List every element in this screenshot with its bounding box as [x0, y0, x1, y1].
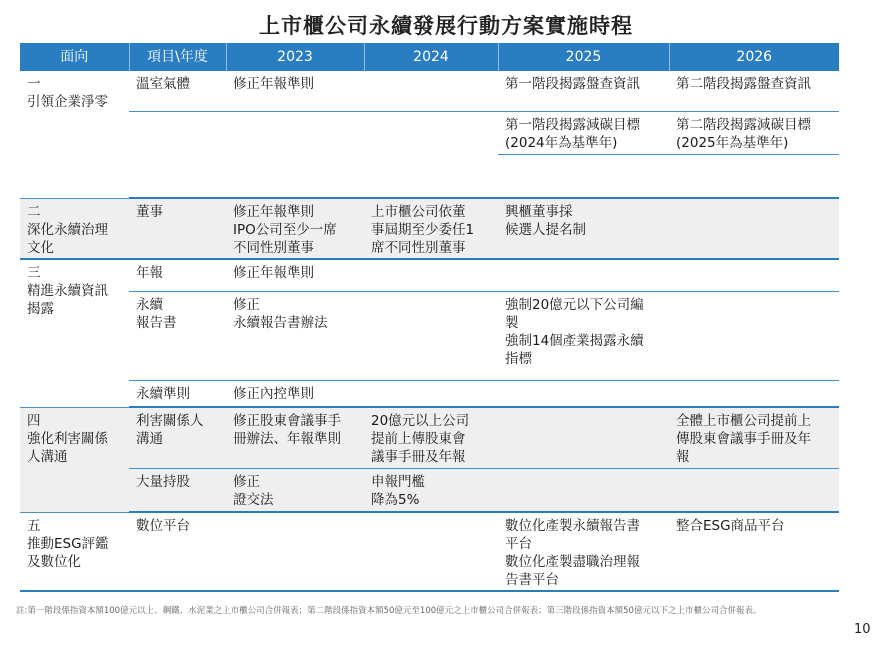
cell-text: 興櫃董事採 候選人提名制 — [505, 204, 586, 238]
cell-2023 — [226, 407, 364, 468]
cell-2025 — [498, 512, 669, 591]
footnote: 註:第一階段係指資本額100億元以上、鋼鐵、水泥業之上市櫃公司合併報表；第二階段係指資本額50億元至100億元之上市櫃公司合併報表；第三階段係指資本額50億元以下之上市櫃公司合併報表。 — [16, 606, 762, 616]
cell-2023 — [226, 512, 364, 591]
cell-2026 — [669, 198, 839, 259]
cell-2024 — [364, 468, 498, 512]
item-cell — [129, 154, 226, 198]
cell-text: 修正年報準則 IPO公司至少一席 不同性別董事 — [233, 204, 337, 256]
header-2023: 2023 — [226, 43, 364, 71]
group-stakeholder — [20, 407, 839, 512]
item-cell — [129, 111, 226, 154]
table-row — [20, 71, 839, 111]
cell-text: 全體上市櫃公司提前上 傳股東會議事手冊及年 報 — [676, 413, 811, 465]
table-row — [20, 198, 839, 259]
cell-2024 — [364, 380, 498, 407]
group-disclosure — [20, 259, 839, 407]
cell-2024 — [364, 198, 498, 259]
group-esg-digital — [20, 512, 839, 591]
cell-text: 數位化產製永續報告書 平台 數位化產製盡職治理報 告書平台 — [505, 518, 640, 588]
cell-text: 強制20億元以下公司編 製 強制14個產業揭露永續 指標 — [505, 296, 644, 367]
header-2026: 2026 — [669, 43, 839, 71]
aspect-cell — [20, 512, 129, 591]
cell-2023 — [226, 154, 364, 198]
cell-2024 — [364, 407, 498, 468]
cell-2024 — [364, 154, 498, 198]
aspect-label: 二 深化永續治理 文化 — [27, 203, 108, 256]
cell-2024 — [364, 71, 498, 111]
cell-2025 — [498, 154, 669, 198]
cell-2023 — [226, 198, 364, 259]
cell-2023 — [226, 71, 364, 111]
item-cell — [129, 291, 226, 380]
cell-2026 — [669, 259, 839, 291]
header-2024: 2024 — [364, 43, 498, 71]
aspect-label: 一 引領企業淨零 — [27, 76, 108, 110]
aspect-label: 三 精進永續資訊 揭露 — [27, 265, 108, 317]
group-net-zero — [20, 71, 839, 198]
aspect-label: 五 推動ESG評鑑 及數位化 — [27, 517, 109, 570]
item-label: 董事 — [136, 204, 163, 220]
item-label: 永續準則 — [136, 385, 190, 402]
cell-2025 — [498, 380, 669, 407]
cell-2026 — [669, 154, 839, 198]
cell-2026 — [669, 512, 839, 591]
cell-text: 第二階段揭露盤查資訊 — [676, 76, 811, 92]
header-aspect: 面向 — [20, 43, 129, 71]
table-row — [20, 154, 839, 198]
cell-text: 整合ESG商品平台 — [676, 518, 785, 534]
table-row — [20, 468, 839, 512]
page-number: 10 — [854, 622, 871, 637]
item-cell — [129, 512, 226, 591]
item-cell — [129, 259, 226, 291]
cell-2026 — [669, 111, 839, 154]
cell-text: 第一階段揭露盤查資訊 — [505, 76, 640, 92]
cell-2023 — [226, 259, 364, 291]
header-2025: 2025 — [498, 43, 669, 71]
table-row — [20, 111, 839, 154]
aspect-cell — [20, 259, 129, 407]
cell-2025 — [498, 259, 669, 291]
table-row — [20, 380, 839, 407]
cell-text: 修正 證交法 — [233, 473, 274, 508]
cell-2025 — [498, 407, 669, 468]
item-label: 永續 報告書 — [136, 296, 177, 331]
aspect-cell — [20, 71, 129, 198]
cell-text: 修正內控準則 — [233, 385, 314, 402]
cell-2025 — [498, 71, 669, 111]
cell-2026 — [669, 407, 839, 468]
cell-2026 — [669, 380, 839, 407]
cell-2023 — [226, 468, 364, 512]
cell-2024 — [364, 291, 498, 380]
cell-2023 — [226, 291, 364, 380]
aspect-cell — [20, 198, 129, 259]
cell-text: 修正年報準則 — [233, 76, 314, 92]
cell-2024 — [364, 111, 498, 154]
cell-text: 第二階段揭露減碳目標 (2025年為基準年) — [676, 116, 811, 151]
table-row — [20, 407, 839, 468]
item-cell — [129, 407, 226, 468]
item-cell — [129, 198, 226, 259]
cell-2024 — [364, 259, 498, 291]
cell-text: 上市櫃公司依董 事屆期至少委任1 席不同性別董事 — [371, 204, 475, 256]
cell-2023 — [226, 380, 364, 407]
item-cell — [129, 71, 226, 111]
table-row — [20, 512, 839, 591]
cell-2024 — [364, 512, 498, 591]
cell-text: 第一階段揭露減碳目標 (2024年為基準年) — [505, 116, 640, 151]
item-label: 大量持股 — [136, 473, 190, 490]
cell-text: 修正年報準則 — [233, 265, 314, 281]
item-label: 利害關係人 溝通 — [136, 413, 204, 447]
cell-text: 申報門檻 降為5% — [371, 473, 425, 508]
cell-2025 — [498, 198, 669, 259]
aspect-cell — [20, 407, 129, 512]
item-label: 溫室氣體 — [136, 76, 190, 92]
timeline-table — [20, 43, 839, 592]
cell-2023 — [226, 111, 364, 154]
cell-text: 修正 永續報告書辦法 — [233, 296, 328, 331]
cell-2026 — [669, 291, 839, 380]
header-item: 項目\年度 — [129, 43, 226, 71]
table-row — [20, 259, 839, 291]
cell-2026 — [669, 71, 839, 111]
cell-2025 — [498, 291, 669, 380]
aspect-label: 四 強化利害關係 人溝通 — [27, 412, 108, 465]
table-row — [20, 291, 839, 380]
item-cell — [129, 468, 226, 512]
item-label: 數位平台 — [136, 518, 190, 534]
cell-2026 — [669, 468, 839, 512]
page-title: 上市櫃公司永續發展行動方案實施時程 — [259, 14, 633, 38]
item-cell — [129, 380, 226, 407]
group-governance — [20, 198, 839, 259]
cell-text: 20億元以上公司 提前上傳股東會 議事手冊及年報 — [371, 413, 470, 465]
cell-2025 — [498, 111, 669, 154]
cell-2025 — [498, 468, 669, 512]
item-label: 年報 — [136, 265, 163, 281]
table-header-row — [20, 43, 839, 71]
cell-text: 修正股東會議事手 冊辦法、年報準則 — [233, 413, 341, 447]
